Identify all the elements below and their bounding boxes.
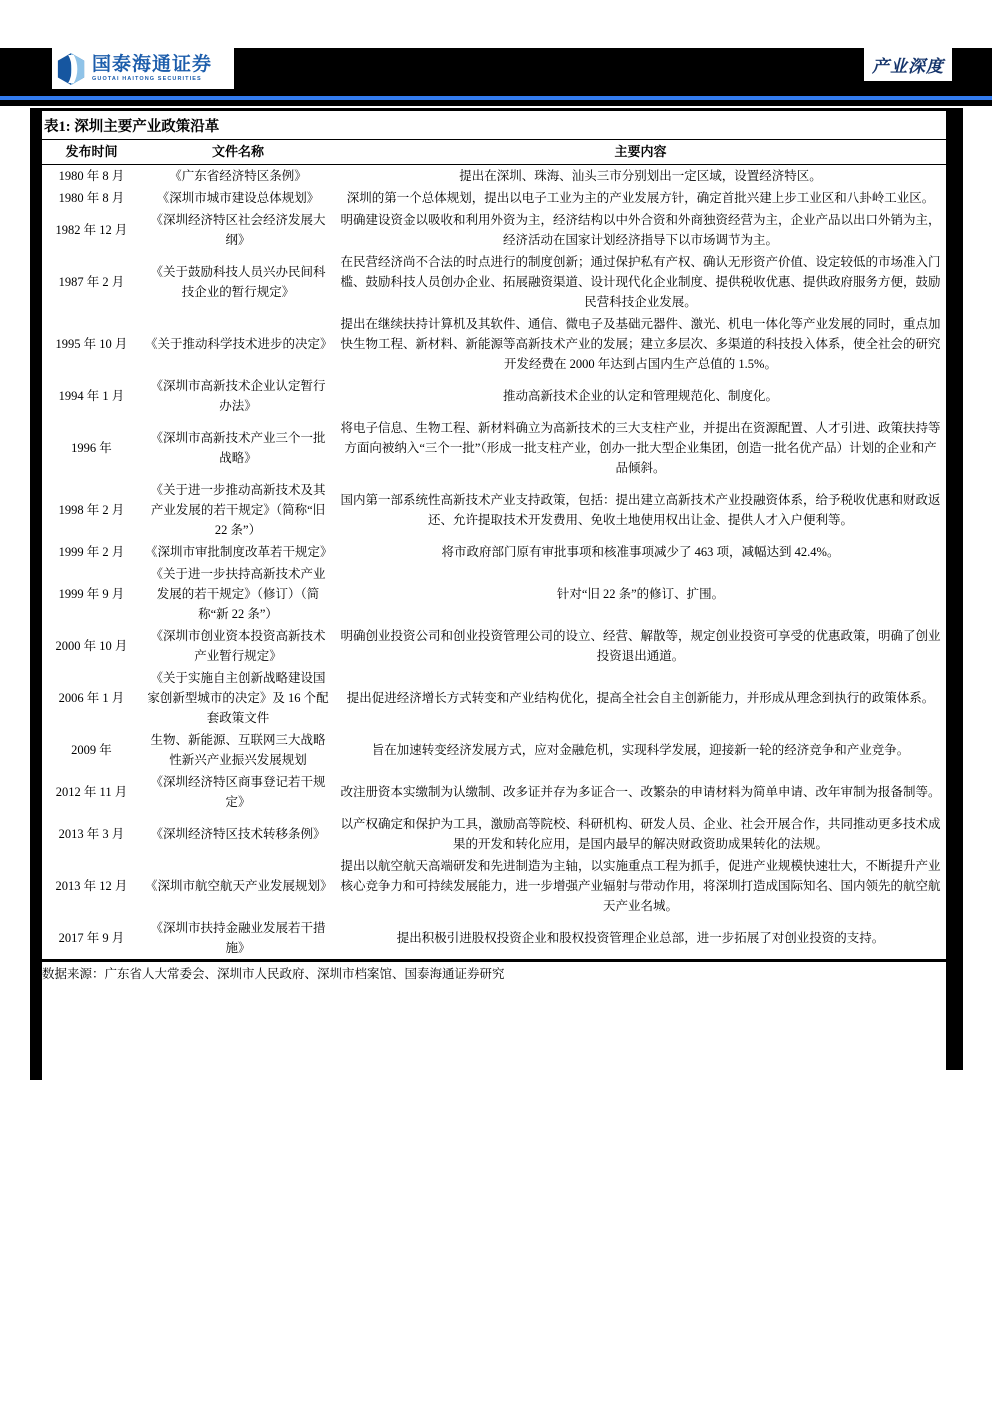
date-cell: 1998 年 2 月 (58, 503, 125, 517)
policy-table-body (42, 165, 946, 960)
date-cell: 1995 年 10 月 (55, 337, 128, 351)
content-cell: 明确创业投资公司和创业投资管理公司的设立、经营、解散等，规定创业投资可享受的优惠政策，明确了创业投资退出通道。 (340, 629, 941, 663)
content-cell: 提出在继续扶持计算机及其软件、通信、微电子及基础元器件、激光、机电一体化等产业发展的同时，重点加快生物工程、新材料、新能源等高新技术产业的发展；建立多层次、多渠道的科技投入体系，使全社会的研究开发经费在 2000 年达到占国内生产总值的 1.5%。 (340, 317, 941, 371)
name-cell: 《深圳经济特区技术转移条例》 (150, 827, 326, 841)
table-row (42, 563, 946, 625)
date-cell: 2000 年 10 月 (55, 639, 128, 653)
table-row (42, 917, 946, 959)
company-name-english: GUOTAI HAITONG SECURITIES (92, 75, 202, 82)
content-cell: 提出积极引进股权投资企业和股权投资管理企业总部，进一步拓展了对创业投资的支持。 (396, 931, 885, 945)
column-header-date: 发布时间 (42, 140, 141, 165)
date-cell: 1999 年 9 月 (58, 587, 125, 601)
date-cell: 2013 年 12 月 (55, 879, 128, 893)
name-cell: 《关于鼓励科技人员兴办民间科技企业的暂行规定》 (150, 265, 326, 299)
table-row (42, 541, 946, 563)
table-row (42, 251, 946, 313)
table-row (42, 667, 946, 729)
name-cell: 《深圳市审批制度改革若干规定》 (145, 545, 333, 559)
content-cell: 推动高新技术企业的认定和管理规范化、制度化。 (502, 389, 778, 403)
name-cell: 生物、新能源、互联网三大战略性新兴产业振兴发展规划 (150, 733, 326, 767)
content-cell: 改注册资本实缴制为认缴制、改多证并存为多证合一、改繁杂的申请材料为简单申请、改年审制为报备制等。 (340, 785, 941, 799)
table-row (42, 209, 946, 251)
content-cell: 提出以航空航天高端研发和先进制造为主轴，以实施重点工程为抓手，促进产业规模快速壮大，不断提升产业核心竞争力和可持续发展能力，进一步增强产业辐射与带动作用，将深圳打造成国际知名、国内领先的航空航天产业名城。 (340, 859, 941, 913)
name-cell: 《深圳市创业资本投资高新技术产业暂行规定》 (150, 629, 326, 663)
column-header-content: 主要内容 (335, 140, 946, 165)
name-cell: 《关于进一步推动高新技术及其产业发展的若干规定》（简称“旧 22 条”） (150, 483, 326, 537)
content-cell: 将电子信息、生物工程、新材料确立为高新技术的三大支柱产业，并提出在资源配置、人才引进、政策扶持等方面向被纳入“三个一批”（形成一批支柱产业，创办一批大型企业集团，创造一批名优产品）计划的企业和产品倾斜。 (340, 421, 941, 475)
date-cell: 2006 年 1 月 (58, 691, 125, 705)
table-row (42, 187, 946, 209)
content-cell: 针对“旧 22 条”的修订、扩围。 (556, 587, 725, 601)
content-cell: 将市政府部门原有审批事项和核准事项减少了 463 项，减幅达到 42.4%。 (441, 545, 840, 559)
content-cell: 明确建设资金以吸收和利用外资为主，经济结构以中外合资和外商独资经营为主，企业产品以出口外销为主，经济活动在国家计划经济指导下以市场调节为主。 (340, 213, 941, 247)
date-cell: 1994 年 1 月 (58, 389, 125, 403)
name-cell: 《深圳经济特区商事登记若干规定》 (150, 775, 326, 809)
content-cell: 国内第一部系统性高新技术产业支持政策，包括：提出建立高新技术产业投融资体系，给予税收优惠和财政返还、允许提取技术开发费用、免收土地使用权出让金、提供人才入户便利等。 (340, 493, 941, 527)
header-divider-rule (0, 96, 992, 100)
date-cell: 1980 年 8 月 (58, 169, 125, 183)
table-row (42, 479, 946, 541)
date-cell: 1999 年 2 月 (58, 545, 125, 559)
table-row (42, 771, 946, 813)
data-source-note: 数据来源：广东省人大常委会、深圳市人民政府、深圳市档案馆、国泰海通证券研究 (42, 967, 505, 981)
table-row (42, 855, 946, 917)
date-cell: 2009 年 (71, 743, 112, 757)
table-row (42, 813, 946, 855)
table-row (42, 729, 946, 771)
policy-table-section (42, 108, 946, 985)
table-title: 表1: 深圳主要产业政策沿革 (42, 108, 946, 140)
company-name: 国泰海通证券 (92, 53, 213, 75)
column-header-document: 文件名称 (141, 140, 335, 165)
name-cell: 《广东省经济特区条例》 (169, 169, 307, 183)
name-cell: 《深圳市扶持金融业发展若干措施》 (150, 921, 326, 955)
table-frame-left (30, 108, 42, 1080)
name-cell: 《深圳市城市建设总体规划》 (156, 191, 320, 205)
content-cell: 在民营经济尚不合法的时点进行的制度创新；通过保护私有产权、确认无形资产价值、设定较低的市场准入门槛、鼓励科技人员创办企业、拓展融资渠道、设计现代化企业制度、提供税收优惠、提供政府服务方便，鼓励民营科技企业发展。 (340, 255, 941, 309)
table-header-row (42, 140, 946, 165)
date-cell: 1996 年 (71, 441, 112, 455)
policy-table (42, 140, 946, 959)
table-row (42, 375, 946, 417)
content-cell: 提出促进经济增长方式转变和产业结构优化，提高全社会自主创新能力，并形成从理念到执行的政策体系。 (346, 691, 935, 705)
table-row (42, 313, 946, 375)
content-cell: 旨在加速转变经济发展方式，应对金融危机，实现科学发展，迎接新一轮的经济竞争和产业竞争。 (371, 743, 910, 757)
content-cell: 提出在深圳、珠海、汕头三市分别划出一定区域，设置经济特区。 (459, 169, 822, 183)
name-cell: 《关于进一步扶持高新技术产业发展的若干规定》（修订）（简称“新 22 条”） (150, 567, 326, 621)
report-type-label: 产业深度 (872, 57, 944, 76)
name-cell: 《深圳市高新技术产业三个一批战略》 (150, 431, 326, 465)
date-cell: 2013 年 3 月 (58, 827, 125, 841)
name-cell: 《深圳经济特区社会经济发展大纲》 (150, 213, 326, 247)
company-logo-icon (56, 52, 86, 86)
report-type-box (864, 48, 952, 81)
table-row (42, 417, 946, 479)
name-cell: 《深圳市航空航天产业发展规划》 (145, 879, 333, 893)
name-cell: 《关于实施自主创新战略建设国家创新型城市的决定》及 16 个配套政策文件 (147, 671, 329, 725)
table-row (42, 625, 946, 667)
date-cell: 1982 年 12 月 (55, 223, 128, 237)
date-cell: 2017 年 9 月 (58, 931, 125, 945)
content-cell: 深圳的第一个总体规划，提出以电子工业为主的产业发展方针，确定首批兴建上步工业区和八卦岭工业区。 (346, 191, 935, 205)
table-row (42, 165, 946, 188)
company-logo (52, 48, 234, 89)
header-band (0, 48, 992, 106)
table-frame-right (946, 108, 963, 1070)
content-cell: 以产权确定和保护为工具，激励高等院校、科研机构、研发人员、企业、社会开展合作，共同推动更多技术成果的开发和转化应用，是国内最早的解决财政资助成果转化的法规。 (340, 817, 941, 851)
date-cell: 1987 年 2 月 (58, 275, 125, 289)
name-cell: 《深圳市高新技术企业认定暂行办法》 (150, 379, 326, 413)
name-cell: 《关于推动科学技术进步的决定》 (145, 337, 333, 351)
date-cell: 2012 年 11 月 (55, 785, 128, 799)
date-cell: 1980 年 8 月 (58, 191, 125, 205)
